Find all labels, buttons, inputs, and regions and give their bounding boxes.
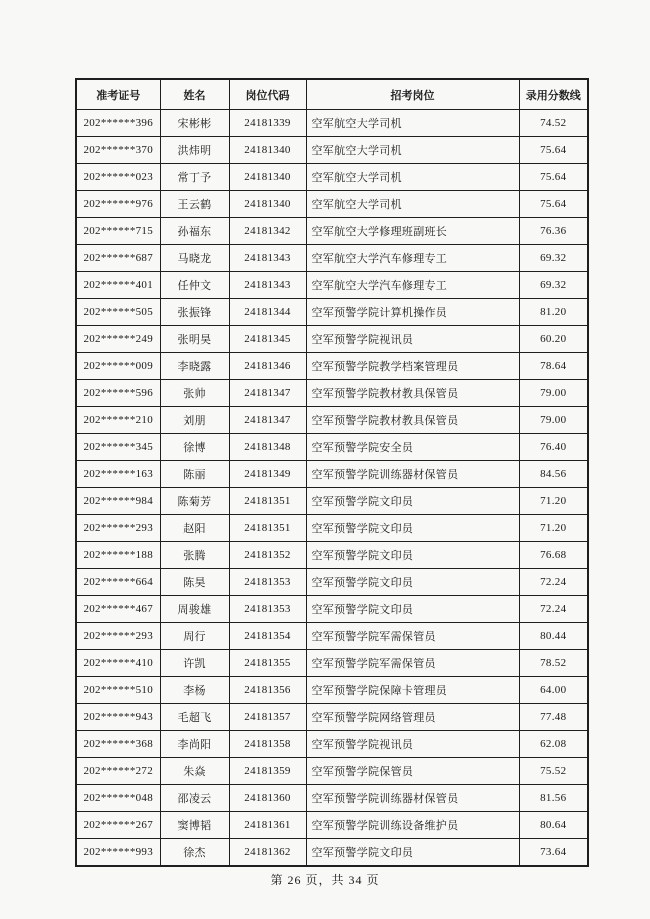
score-table-header [76,79,588,110]
table-row [76,164,588,191]
job-title-cell: 空军预警学院文印员 [306,542,519,569]
col-header-job-code: 岗位代码 [229,79,306,110]
col-header-admission-no: 准考证号 [76,79,160,110]
job-title-cell: 空军预警学院文印员 [306,488,519,515]
job-title-cell: 空军预警学院视讯员 [306,326,519,353]
score-cell: 71.20 [519,515,588,542]
job-code-cell: 24181360 [229,785,306,812]
job-code-cell: 24181347 [229,407,306,434]
score-cell: 69.32 [519,245,588,272]
score-cell: 69.32 [519,272,588,299]
job-code-cell: 24181349 [229,461,306,488]
name-cell: 朱焱 [160,758,229,785]
job-code-cell: 24181352 [229,542,306,569]
job-code-cell: 24181353 [229,569,306,596]
job-title-cell: 空军预警学院安全员 [306,434,519,461]
job-title-cell: 空军预警学院计算机操作员 [306,299,519,326]
name-cell: 张腾 [160,542,229,569]
table-row [76,677,588,704]
name-cell: 刘朋 [160,407,229,434]
score-cell: 73.64 [519,839,588,867]
table-row [76,407,588,434]
name-cell: 张振锋 [160,299,229,326]
job-title-cell: 空军预警学院视讯员 [306,731,519,758]
admission-no-cell: 202******267 [76,812,160,839]
table-row [76,515,588,542]
score-cell: 62.08 [519,731,588,758]
name-cell: 徐杰 [160,839,229,867]
admission-no-cell: 202******009 [76,353,160,380]
score-cell: 75.64 [519,164,588,191]
job-title-cell: 空军预警学院文印员 [306,515,519,542]
admission-no-cell: 202******410 [76,650,160,677]
name-cell: 马晓龙 [160,245,229,272]
job-title-cell: 空军预警学院网络管理员 [306,704,519,731]
job-code-cell: 24181344 [229,299,306,326]
job-code-cell: 24181353 [229,596,306,623]
admission-no-cell: 202******210 [76,407,160,434]
score-cell: 75.64 [519,191,588,218]
admission-no-cell: 202******596 [76,380,160,407]
name-cell: 邵凌云 [160,785,229,812]
score-cell: 80.44 [519,623,588,650]
job-title-cell: 空军预警学院训练设备维护员 [306,812,519,839]
name-cell: 徐博 [160,434,229,461]
table-row [76,839,588,867]
admission-no-cell: 202******401 [76,272,160,299]
admission-no-cell: 202******345 [76,434,160,461]
score-table [75,78,589,867]
admission-no-cell: 202******664 [76,569,160,596]
job-code-cell: 24181339 [229,110,306,137]
table-row [76,245,588,272]
job-title-cell: 空军航空大学司机 [306,137,519,164]
score-cell: 77.48 [519,704,588,731]
job-title-cell: 空军预警学院保障卡管理员 [306,677,519,704]
job-code-cell: 24181340 [229,137,306,164]
job-title-cell: 空军预警学院教材教具保管员 [306,380,519,407]
table-row [76,137,588,164]
admission-no-cell: 202******993 [76,839,160,867]
score-cell: 72.24 [519,596,588,623]
col-header-score-line: 录用分数线 [519,79,588,110]
table-row [76,758,588,785]
admission-no-cell: 202******396 [76,110,160,137]
table-row [76,380,588,407]
admission-no-cell: 202******687 [76,245,160,272]
admission-no-cell: 202******188 [76,542,160,569]
job-code-cell: 24181361 [229,812,306,839]
col-header-job-title: 招考岗位 [306,79,519,110]
admission-no-cell: 202******370 [76,137,160,164]
table-row [76,461,588,488]
score-cell: 80.64 [519,812,588,839]
name-cell: 孙福东 [160,218,229,245]
job-code-cell: 24181351 [229,488,306,515]
job-code-cell: 24181358 [229,731,306,758]
admission-no-cell: 202******976 [76,191,160,218]
table-row [76,785,588,812]
job-title-cell: 空军航空大学司机 [306,164,519,191]
name-cell: 王云鹤 [160,191,229,218]
admission-no-cell: 202******715 [76,218,160,245]
score-cell: 76.36 [519,218,588,245]
name-cell: 窦博韬 [160,812,229,839]
job-title-cell: 空军预警学院教材教具保管员 [306,407,519,434]
name-cell: 赵阳 [160,515,229,542]
name-cell: 张明昊 [160,326,229,353]
job-title-cell: 空军预警学院军需保管员 [306,623,519,650]
job-title-cell: 空军预警学院保管员 [306,758,519,785]
job-code-cell: 24181340 [229,164,306,191]
score-cell: 78.64 [519,353,588,380]
admission-no-cell: 202******048 [76,785,160,812]
name-cell: 宋彬彬 [160,110,229,137]
job-title-cell: 空军预警学院文印员 [306,596,519,623]
name-cell: 张帅 [160,380,229,407]
score-cell: 81.56 [519,785,588,812]
score-cell: 71.20 [519,488,588,515]
name-cell: 许凯 [160,650,229,677]
score-cell: 75.64 [519,137,588,164]
score-cell: 75.52 [519,758,588,785]
header-row [76,79,588,110]
job-title-cell: 空军航空大学司机 [306,110,519,137]
admission-no-cell: 202******510 [76,677,160,704]
job-code-cell: 24181362 [229,839,306,867]
job-code-cell: 24181343 [229,272,306,299]
table-row [76,812,588,839]
table-row [76,542,588,569]
job-title-cell: 空军航空大学汽车修理专工 [306,272,519,299]
admission-no-cell: 202******272 [76,758,160,785]
score-table-body [76,110,588,867]
name-cell: 任仲文 [160,272,229,299]
job-code-cell: 24181348 [229,434,306,461]
table-row [76,326,588,353]
job-code-cell: 24181351 [229,515,306,542]
job-code-cell: 24181343 [229,245,306,272]
score-cell: 81.20 [519,299,588,326]
job-code-cell: 24181357 [229,704,306,731]
name-cell: 毛超飞 [160,704,229,731]
job-code-cell: 24181345 [229,326,306,353]
score-cell: 72.24 [519,569,588,596]
job-title-cell: 空军预警学院训练器材保管员 [306,461,519,488]
table-row [76,434,588,461]
name-cell: 李杨 [160,677,229,704]
score-cell: 84.56 [519,461,588,488]
job-code-cell: 24181355 [229,650,306,677]
admission-no-cell: 202******163 [76,461,160,488]
table-row [76,623,588,650]
job-title-cell: 空军预警学院军需保管员 [306,650,519,677]
job-code-cell: 24181347 [229,380,306,407]
score-cell: 60.20 [519,326,588,353]
admission-no-cell: 202******943 [76,704,160,731]
admission-no-cell: 202******293 [76,515,160,542]
table-row [76,731,588,758]
admission-no-cell: 202******293 [76,623,160,650]
job-code-cell: 24181356 [229,677,306,704]
job-title-cell: 空军预警学院文印员 [306,569,519,596]
admission-no-cell: 202******368 [76,731,160,758]
job-code-cell: 24181354 [229,623,306,650]
score-cell: 79.00 [519,380,588,407]
name-cell: 陈昊 [160,569,229,596]
name-cell: 常丁予 [160,164,229,191]
table-row [76,704,588,731]
name-cell: 李尚阳 [160,731,229,758]
job-title-cell: 空军预警学院教学档案管理员 [306,353,519,380]
job-title-cell: 空军预警学院训练器材保管员 [306,785,519,812]
table-row [76,596,588,623]
job-code-cell: 24181346 [229,353,306,380]
job-title-cell: 空军航空大学修理班副班长 [306,218,519,245]
admission-no-cell: 202******023 [76,164,160,191]
table-row [76,569,588,596]
job-code-cell: 24181359 [229,758,306,785]
table-row [76,272,588,299]
name-cell: 洪炜明 [160,137,229,164]
admission-no-cell: 202******467 [76,596,160,623]
table-row [76,488,588,515]
admission-no-cell: 202******249 [76,326,160,353]
table-row [76,218,588,245]
job-code-cell: 24181340 [229,191,306,218]
name-cell: 周骏雄 [160,596,229,623]
job-title-cell: 空军预警学院文印员 [306,839,519,867]
table-row [76,191,588,218]
job-code-cell: 24181342 [229,218,306,245]
score-cell: 64.00 [519,677,588,704]
name-cell: 李晓露 [160,353,229,380]
name-cell: 周行 [160,623,229,650]
admission-no-cell: 202******984 [76,488,160,515]
score-cell: 78.52 [519,650,588,677]
score-cell: 74.52 [519,110,588,137]
table-row [76,110,588,137]
job-title-cell: 空军航空大学司机 [306,191,519,218]
page-footer: 第 26 页，共 34 页 [270,873,380,887]
name-cell: 陈丽 [160,461,229,488]
score-cell: 76.68 [519,542,588,569]
table-row [76,299,588,326]
table-row [76,353,588,380]
job-title-cell: 空军航空大学汽车修理专工 [306,245,519,272]
name-cell: 陈菊芳 [160,488,229,515]
table-row [76,650,588,677]
score-cell: 76.40 [519,434,588,461]
score-cell: 79.00 [519,407,588,434]
admission-no-cell: 202******505 [76,299,160,326]
col-header-name: 姓名 [160,79,229,110]
